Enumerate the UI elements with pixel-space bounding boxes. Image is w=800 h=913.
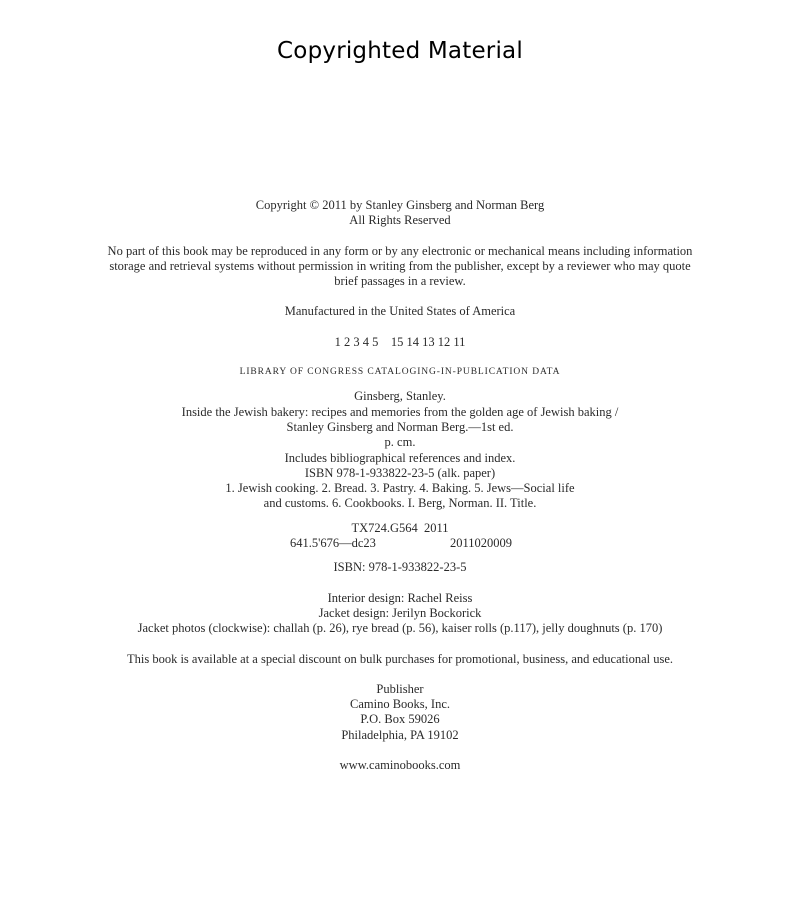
notice-line-3: brief passages in a review. [334, 274, 466, 289]
rights-reserved-line: All Rights Reserved [349, 213, 451, 228]
cip-line: 1. Jewish cooking. 2. Bread. 3. Pastry. 4. Baking. 5. Jews—Social life [225, 481, 575, 496]
cip-line: Ginsberg, Stanley. [354, 389, 446, 404]
publisher-address-2: Philadelphia, PA 19102 [341, 727, 459, 742]
copyright-page [100, 198, 700, 773]
notice-line-2: storage and retrieval systems without permission in writing from the publisher, except by a reviewer who may quote [109, 258, 691, 273]
interior-design-credit: Interior design: Rachel Reiss [327, 590, 473, 605]
publisher-address-1: P.O. Box 59026 [360, 712, 440, 727]
copyrighted-material-banner: Copyrighted Material [277, 38, 523, 64]
lccn-number: 2011020009 [450, 536, 513, 551]
cip-line: and customs. 6. Cookbooks. I. Berg, Norman. II. Title. [263, 496, 537, 511]
publisher-website: www.caminobooks.com [339, 758, 461, 773]
copyright-block [100, 198, 700, 229]
cip-record [100, 389, 700, 511]
cip-line: p. cm. [384, 435, 416, 450]
lc-call-number: TX724.G564 2011 [351, 520, 449, 535]
jacket-photos-credit: Jacket photos (clockwise): challah (p. 26), rye bread (p. 56), kaiser rolls (p.117), jelly doughnuts (p. 170) [137, 621, 663, 636]
printing-line: 1 2 3 4 5 15 14 13 12 11 [334, 334, 466, 349]
jacket-design-credit: Jacket design: Jerilyn Bockorick [318, 605, 482, 620]
notice-line-1: No part of this book may be reproduced in any form or by any electronic or mechanical means including information [107, 243, 693, 258]
isbn-line: ISBN: 978-1-933822-23-5 [333, 560, 467, 575]
manufactured-line: Manufactured in the United States of America [284, 304, 516, 319]
cip-line: Inside the Jewish bakery: recipes and memories from the golden age of Jewish baking / [181, 404, 619, 419]
publisher-block [100, 682, 700, 743]
cip-line: Includes bibliographical references and index. [284, 450, 516, 465]
dewey-number: 641.5'676—dc23 [290, 536, 376, 551]
reproduction-notice [94, 244, 706, 290]
cip-line: Stanley Ginsberg and Norman Berg.—1st ed. [286, 419, 514, 434]
publisher-name: Camino Books, Inc. [350, 697, 450, 712]
publisher-label: Publisher [376, 681, 424, 696]
cip-line: ISBN 978-1-933822-23-5 (alk. paper) [304, 465, 496, 480]
classification-row [100, 536, 700, 551]
copyright-line: Copyright © 2011 by Stanley Ginsberg and Norman Berg [255, 198, 545, 212]
design-credits [100, 591, 700, 637]
cip-heading: LIBRARY OF CONGRESS CATALOGING-IN-PUBLICATION DATA [239, 367, 561, 378]
bulk-discount-notice: This book is available at a special discount on bulk purchases for promotional, business, and educational use. [126, 651, 674, 666]
